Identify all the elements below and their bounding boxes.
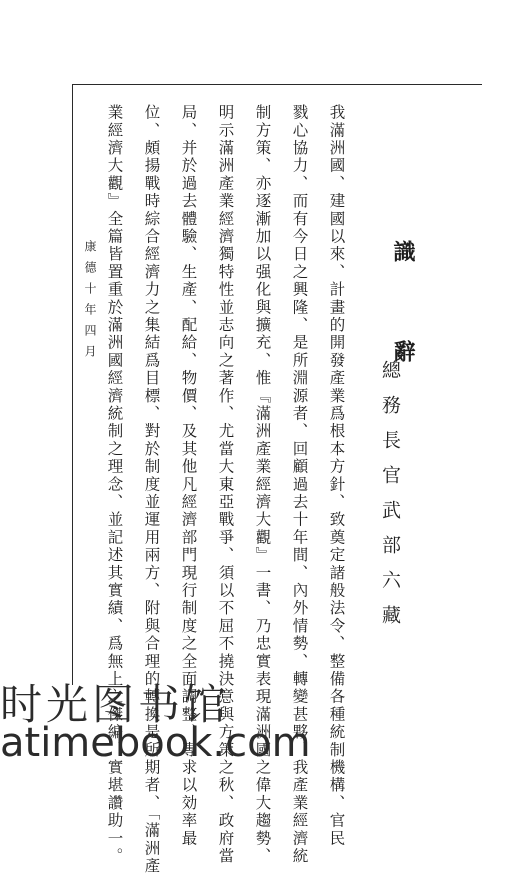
body-column-7: 業經濟大觀』全篇皆置重於滿洲國經濟統制之理念、並記述其實績、爲無上之傑編、實堪讚助一。: [105, 104, 124, 866]
body-column-6: 位、頗揚戰時綜合經濟力之集結爲目標、對於制度並運用兩方、附與合理的轉換是所期者、「滿洲產: [142, 104, 161, 875]
body-column-2: 戮心協力、而有今日之興隆、是所淵源者、回顧過去十年間、內外情勢、轉變甚夥、我產業經濟統: [290, 104, 309, 866]
page-border: [72, 84, 482, 685]
author-line: 總務長官武部六藏: [379, 360, 401, 640]
body-column-4: 明示滿洲產業經濟獨特性並志向之著作、尤當大東亞戰爭、須以不屈不撓決意與方策之秋、政府當: [216, 104, 235, 866]
body-column-3: 制方策、亦逐漸加以强化與擴充、惟『滿洲產業經濟大觀』一書、乃忠實表現滿洲國之偉大趨勢、: [253, 104, 272, 866]
watermark-english: atimebook.com: [0, 720, 311, 766]
body-column-1: 我滿洲國、建國以來、計畫的開發產業爲根本方針、致奠定諸般法令、整備各種統制機構、官民: [327, 104, 346, 848]
body-column-5: 局、并於過去體驗、生產、配給、物價、及其他凡經濟部門現行制度之全面調整、專求以効率最: [179, 104, 198, 848]
document-title: 識 辭: [390, 240, 416, 388]
date-line: 康德十年四月: [83, 240, 97, 366]
watermark-chinese: 时光图书馆: [0, 680, 231, 729]
